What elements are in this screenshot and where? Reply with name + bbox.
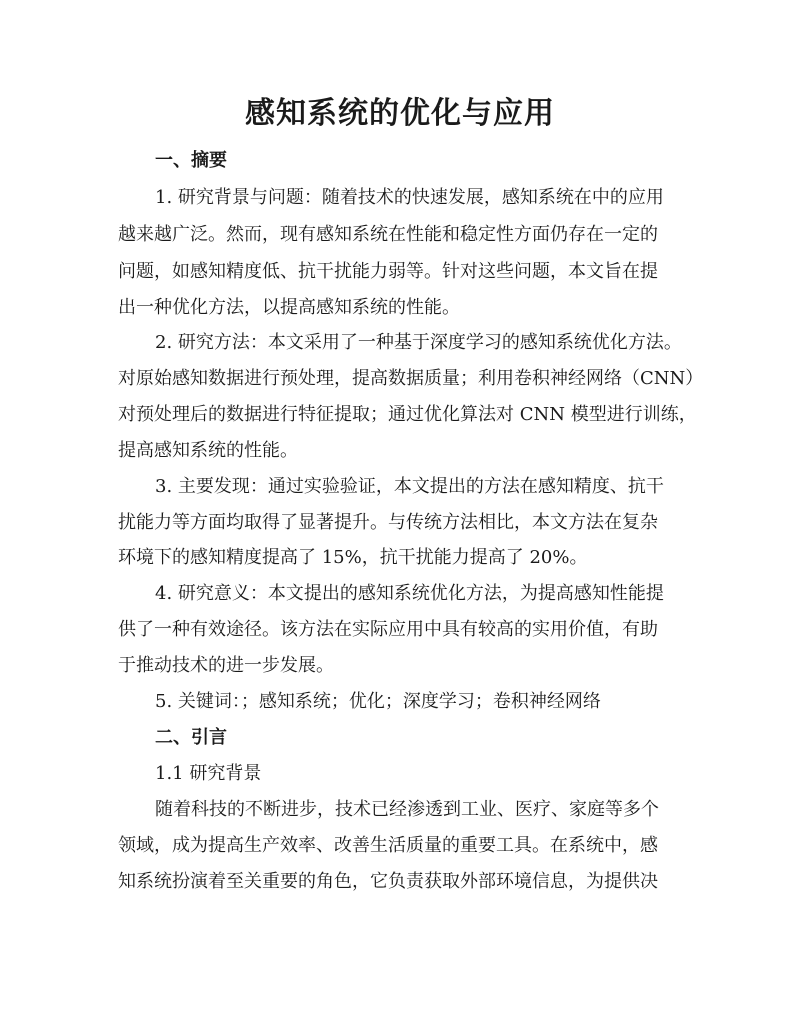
paragraph-line: 随着科技的不断进步，技术已经渗透到工业、医疗、家庭等多个: [155, 799, 659, 820]
paragraph-line: 4. 研究意义：本文提出的感知系统优化方法，为提高感知性能提: [155, 583, 664, 604]
paragraph-line: 问题，如感知精度低、抗干扰能力弱等。针对这些问题，本文旨在提: [118, 261, 658, 282]
paragraph-line: 3. 主要发现：通过实验验证，本文提出的方法在感知精度、抗干: [155, 476, 664, 497]
section-heading-abstract: 一、摘要: [155, 150, 227, 171]
paragraph-line: 出一种优化方法，以提高感知系统的性能。: [118, 297, 460, 318]
paragraph-line: 2. 研究方法：本文采用了一种基于深度学习的感知系统优化方法。: [155, 332, 682, 353]
paragraph-line: 环境下的感知精度提高了 15%，抗干扰能力提高了 20%。: [118, 547, 588, 568]
paragraph-line: 于推动技术的进一步发展。: [118, 655, 334, 676]
keywords-line: 5. 关键词：；感知系统；优化；深度学习；卷积神经网络: [155, 691, 601, 712]
paragraph-line: 知系统扮演着至关重要的角色，它负责获取外部环境信息，为提供决: [118, 871, 658, 892]
paragraph-line: 对预处理后的数据进行特征提取；通过优化算法对 CNN 模型进行训练，: [118, 404, 697, 425]
document-title: 感知系统的优化与应用: [245, 96, 555, 131]
subsection-heading-background: 1.1 研究背景: [155, 763, 262, 784]
section-heading-introduction: 二、引言: [155, 727, 227, 748]
paragraph-line: 越来越广泛。然而，现有感知系统在性能和稳定性方面仍存在一定的: [118, 224, 658, 245]
paragraph-line: 供了一种有效途径。该方法在实际应用中具有较高的实用价值，有助: [118, 619, 658, 640]
paragraph-line: 领域，成为提高生产效率、改善生活质量的重要工具。在系统中，感: [118, 835, 658, 856]
paragraph-line: 扰能力等方面均取得了显著提升。与传统方法相比，本文方法在复杂: [118, 512, 658, 533]
paragraph-line: 对原始感知数据进行预处理，提高数据质量；利用卷积神经网络（CNN）: [118, 368, 704, 389]
paragraph-line: 1. 研究背景与问题：随着技术的快速发展，感知系统在中的应用: [155, 187, 664, 208]
paragraph-line: 提高感知系统的性能。: [118, 440, 298, 461]
